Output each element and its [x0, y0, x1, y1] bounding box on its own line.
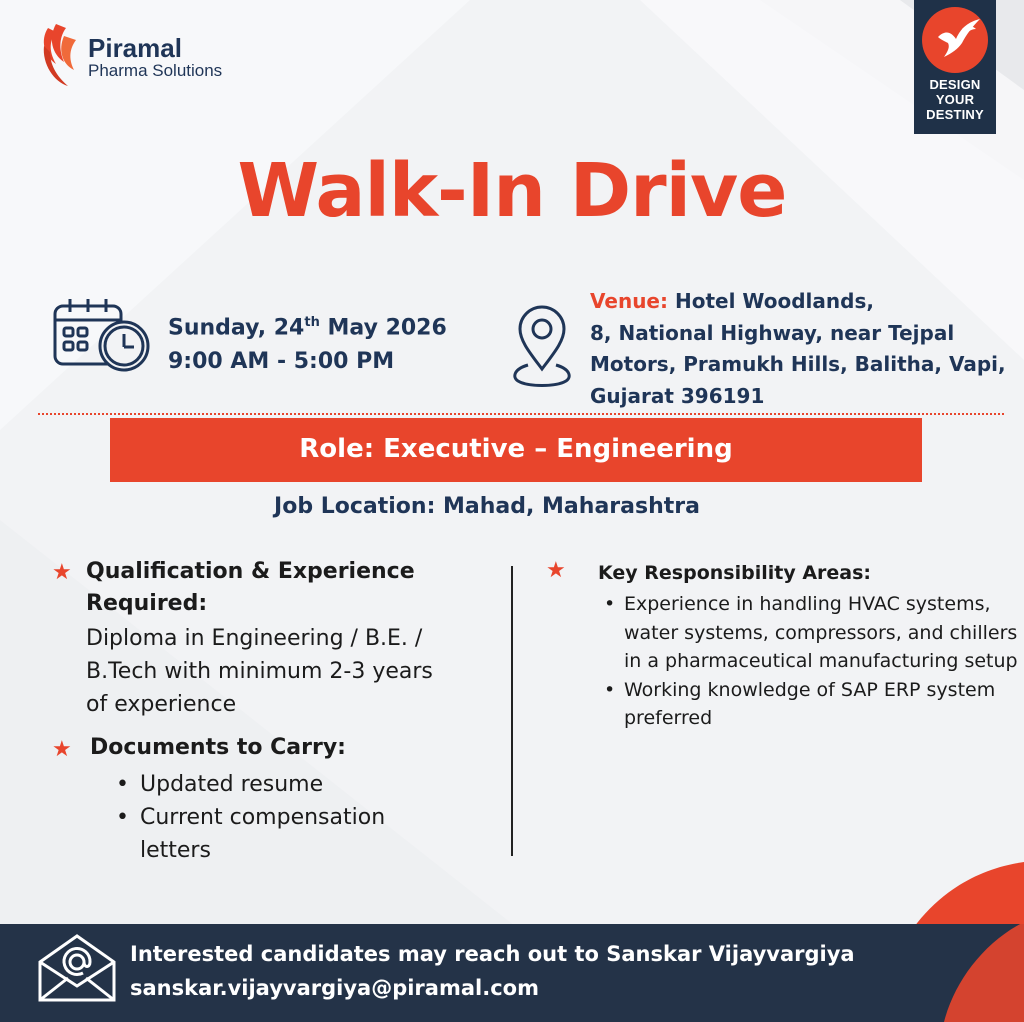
list-item: • Current compensation letters — [116, 801, 436, 867]
venue-label: Venue: — [590, 289, 668, 313]
qualification-line-2: B.Tech with minimum 2-3 years — [86, 659, 433, 684]
qualification-heading — [86, 556, 486, 620]
location-pin-icon — [508, 303, 576, 389]
list-item: • Updated resume — [116, 768, 436, 801]
brand-name: Piramal — [88, 33, 182, 63]
calendar-clock-icon — [52, 296, 150, 374]
page-title: Walk-In Drive — [237, 148, 787, 234]
venue-line-4: Gujarat 396191 — [590, 383, 765, 408]
mail-at-icon — [36, 932, 118, 1004]
job-location — [0, 494, 1024, 519]
venue-name: Hotel Woodlands, — [674, 289, 874, 313]
responsibilities-heading: Key Responsibility Areas: — [598, 562, 872, 584]
dotted-divider — [38, 413, 1004, 415]
qualification-body — [86, 622, 486, 721]
job-location-text: Job Location: Mahad, Maharashtra — [274, 494, 700, 519]
column-divider — [511, 566, 513, 856]
brand-subtitle: Pharma Solutions — [88, 61, 223, 80]
event-date-day: Sunday, 24 — [168, 315, 305, 341]
documents-list — [116, 768, 436, 867]
contact-text: Interested candidates may reach out to Sanskar Vijayvargiya — [130, 942, 855, 966]
role-banner: Role: Executive – Engineering — [110, 418, 922, 482]
piramal-logo — [38, 20, 222, 88]
qualification-heading-line-2: Required: — [86, 591, 208, 616]
contact-email-link[interactable]: sanskar.vijayvargiya@piramal.com — [130, 976, 539, 1000]
list-item: • Experience in handling HVAC systems, water systems, compressors, and chillers in a pharmaceutical manufacturing setup — [604, 590, 1024, 676]
responsibilities-list — [604, 590, 1024, 733]
documents-heading: Documents to Carry: — [90, 735, 346, 760]
bird-icon — [922, 7, 988, 73]
event-schedule — [168, 306, 447, 379]
list-item: • Working knowledge of SAP ERP system preferred — [604, 676, 1024, 733]
star-icon: ★ — [546, 558, 566, 583]
event-date — [168, 306, 447, 345]
badge-line-3: DESTINY — [926, 107, 984, 122]
badge-line-2: YOUR — [935, 92, 975, 107]
venue-address — [590, 286, 1010, 412]
corner-accent-footer — [864, 922, 1024, 1022]
star-icon: ★ — [52, 560, 72, 585]
event-time: 9:00 AM - 5:00 PM — [168, 349, 395, 375]
piramal-logo-icon — [38, 20, 82, 88]
venue-line-2: 8, National Highway, near Tejpal — [590, 320, 955, 345]
badge-line-1: DESIGN — [929, 77, 981, 92]
qualification-line-3: of experience — [86, 692, 237, 717]
qualification-heading-line-1: Qualification & Experience — [86, 559, 415, 584]
event-date-suffix: th — [304, 315, 320, 330]
event-date-month-year: May 2026 — [319, 315, 447, 341]
qualification-line-1: Diploma in Engineering / B.E. / — [86, 626, 423, 651]
venue-line-3: Motors, Pramukh Hills, Balitha, Vapi, — [590, 352, 1006, 376]
design-your-destiny-badge — [914, 0, 996, 134]
star-icon: ★ — [52, 737, 72, 762]
